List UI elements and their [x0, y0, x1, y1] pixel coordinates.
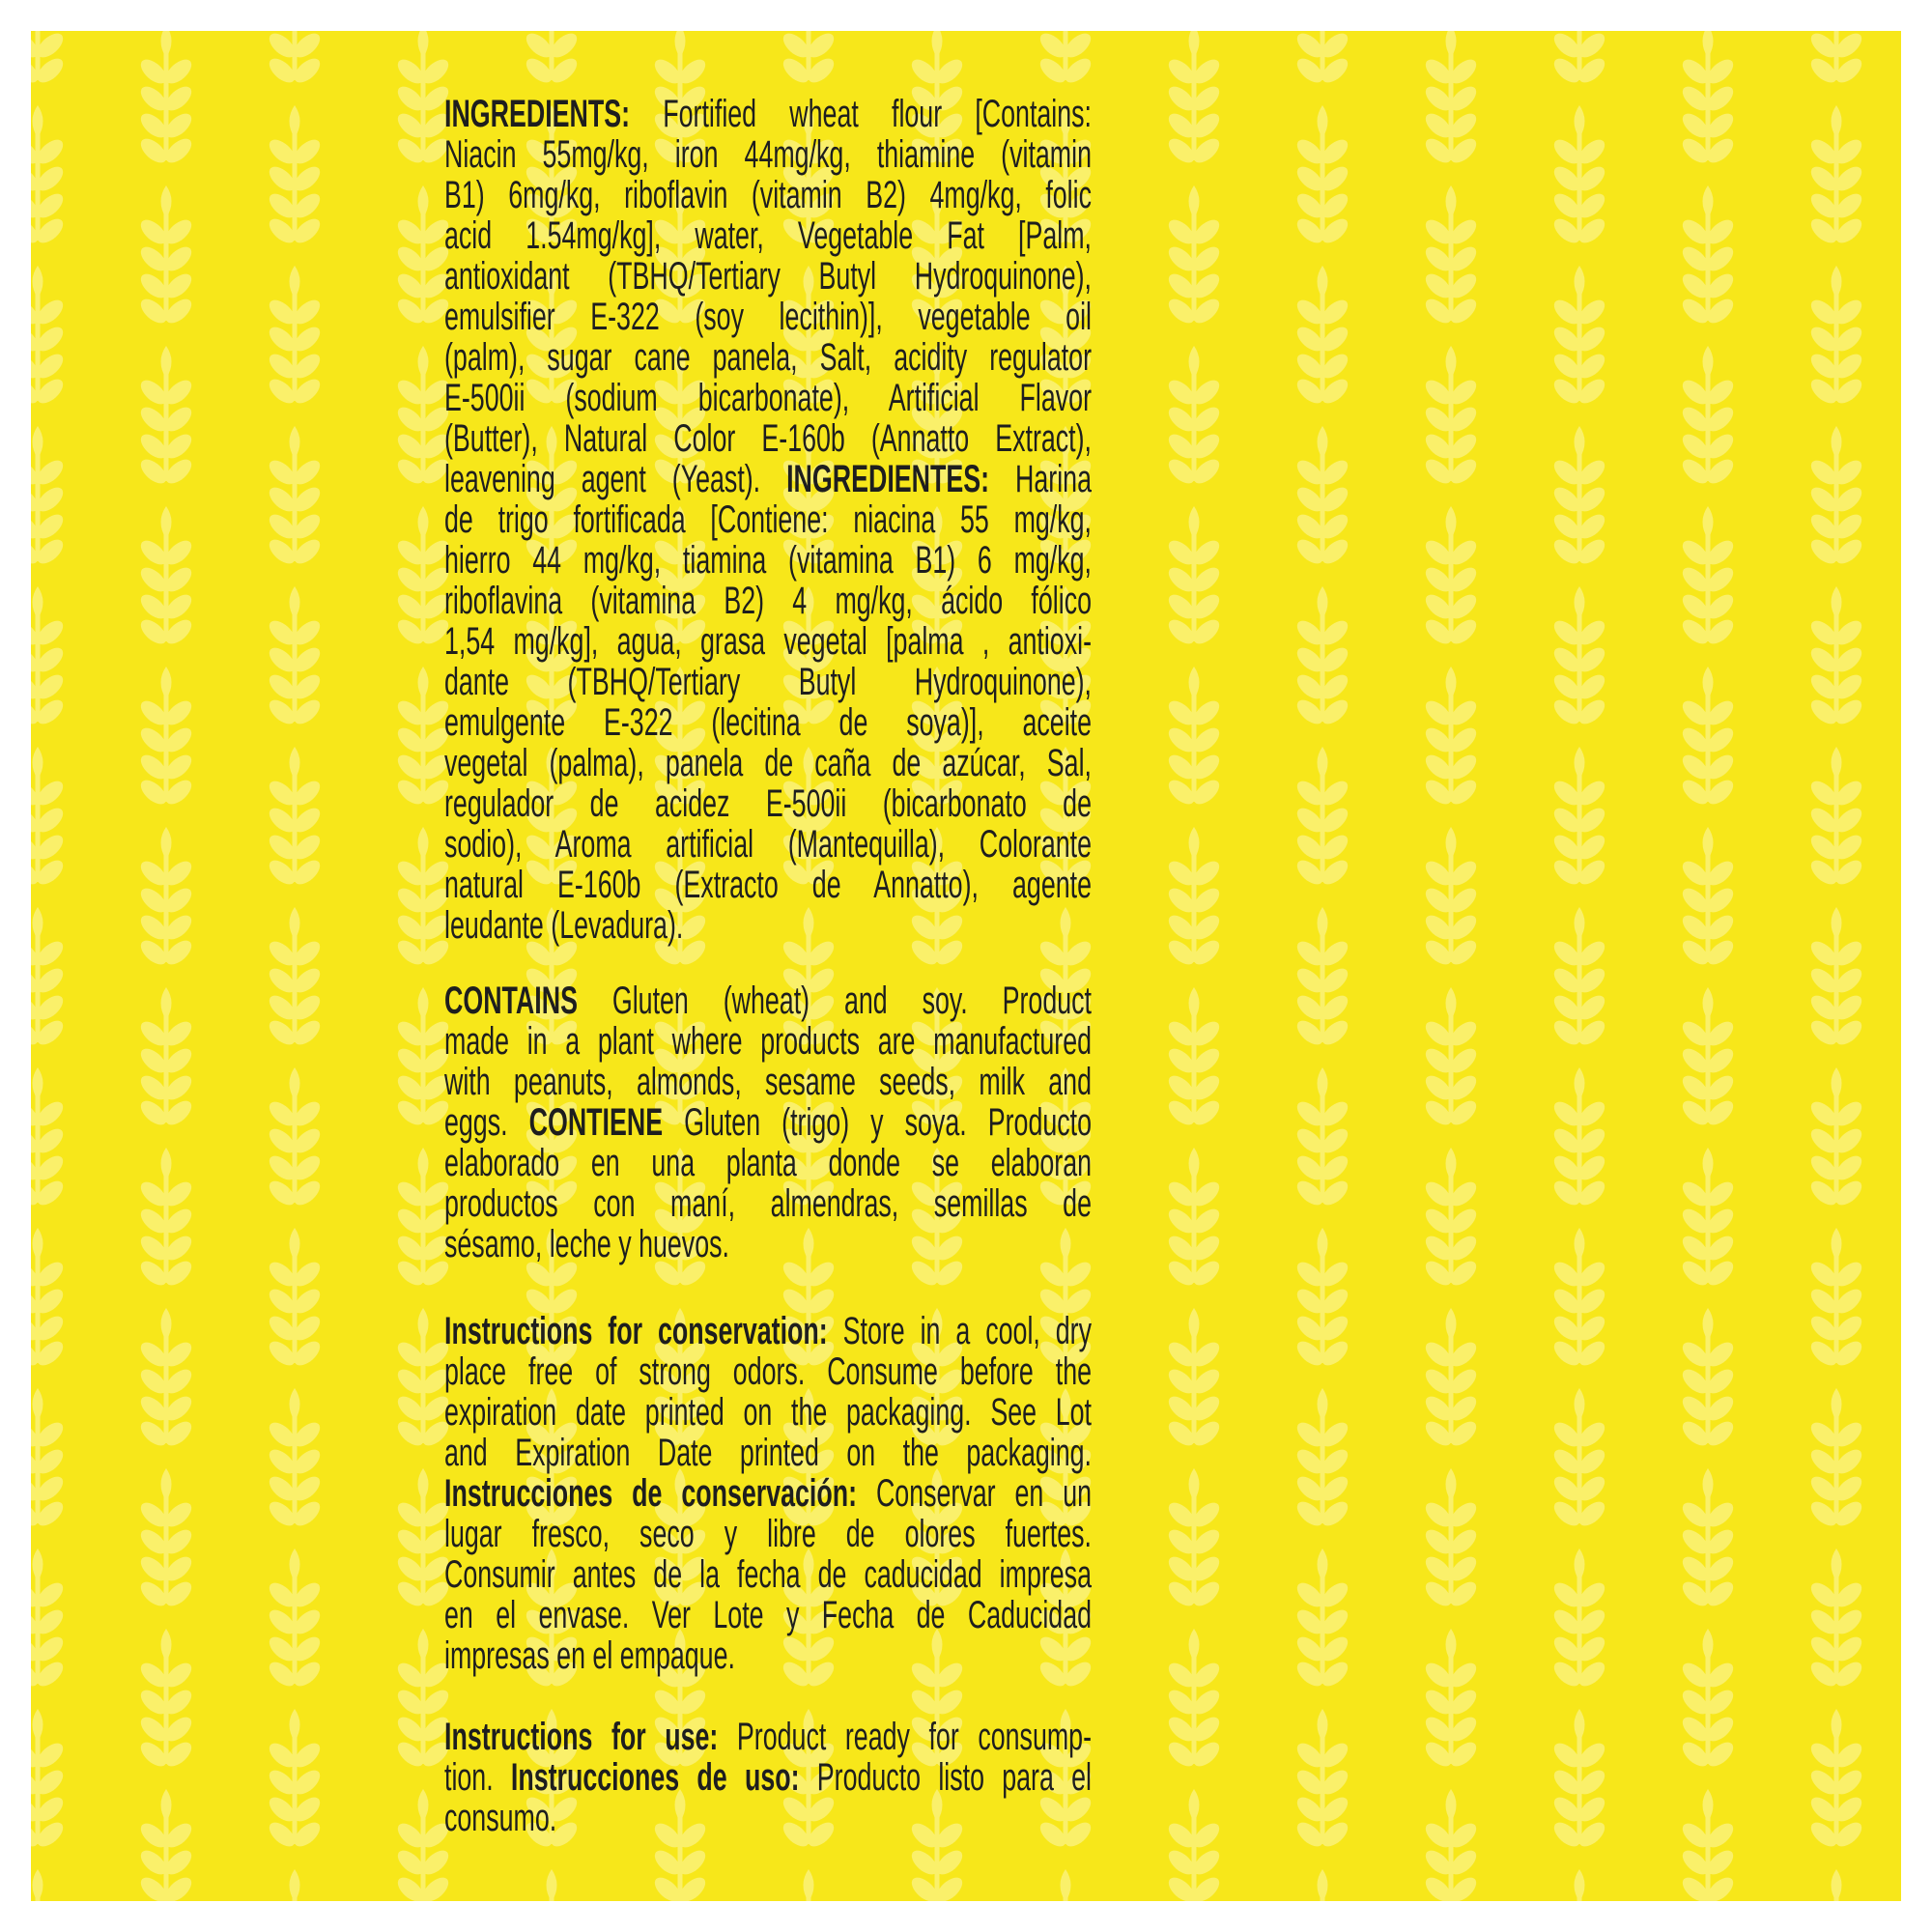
body-text: Niacin 55mg/kg, iron 44mg/kg, thiamine (vitamin — [444, 133, 1092, 176]
bold-label-text: Instructions for conservation: — [444, 1310, 828, 1352]
label-text-column — [444, 94, 1092, 1838]
text-line — [444, 94, 1092, 134]
text-line — [444, 459, 1092, 499]
paragraph-ingredients — [444, 94, 1092, 946]
text-line — [444, 581, 1092, 621]
text-line — [444, 215, 1092, 256]
body-text: and Expiration Date printed on the packaging. — [444, 1432, 1092, 1474]
body-text: Producto listo para el — [799, 1756, 1092, 1799]
body-text: Product ready for consump- — [718, 1716, 1093, 1758]
text-line — [444, 743, 1092, 783]
body-text: B1) 6mg/kg, riboflavin (vitamin B2) 4mg/kg, folic — [444, 174, 1092, 216]
text-line — [444, 1143, 1092, 1183]
body-text: riboflavina (vitamina B2) 4 mg/kg, ácido fólico — [444, 580, 1092, 622]
body-text: Store in a cool, dry — [827, 1310, 1093, 1352]
body-text: acid 1.54mg/kg], water, Vegetable Fat [Palm, — [444, 214, 1092, 257]
body-text: impresas en el empaque. — [444, 1634, 735, 1677]
text-line — [444, 1798, 1092, 1838]
body-text: productos con maní, almendras, semillas de — [444, 1182, 1092, 1225]
text-line — [444, 297, 1092, 337]
body-text: natural E-160b (Extracto de Annatto), agente — [444, 864, 1092, 906]
text-line — [444, 1062, 1092, 1102]
text-line — [444, 621, 1092, 662]
body-text: de trigo fortificada [Contiene: niacina 55 mg/kg, — [444, 498, 1092, 541]
bold-label-text: Instructions for use: — [444, 1716, 719, 1758]
body-text: antioxidant (TBHQ/Tertiary Butyl Hydroquinone), — [444, 255, 1092, 298]
text-line — [444, 1757, 1092, 1798]
body-text: expiration date printed on the packaging. See Lot — [444, 1391, 1092, 1434]
text-line — [444, 1554, 1092, 1595]
text-line — [444, 1102, 1092, 1143]
text-line — [444, 1717, 1092, 1757]
paragraph-allergens — [444, 980, 1092, 1264]
text-line — [444, 378, 1092, 418]
body-text: Gluten (wheat) and soy. Product — [577, 980, 1092, 1022]
text-line — [444, 418, 1092, 459]
text-line — [444, 256, 1092, 297]
text-line — [444, 540, 1092, 581]
text-line — [444, 1392, 1092, 1433]
body-text: leavening agent (Yeast). — [444, 458, 787, 500]
text-line — [444, 337, 1092, 378]
body-text: vegetal (palma), panela de caña de azúcar, Sal, — [444, 742, 1092, 784]
text-line — [444, 1595, 1092, 1635]
text-line — [444, 905, 1092, 946]
body-text: sésamo, leche y huevos. — [444, 1223, 729, 1265]
body-text: E-500ii (sodium bicarbonate), Artificial Flavor — [444, 377, 1092, 419]
body-text: Fortified wheat flour [Contains: — [630, 93, 1092, 135]
body-text: consumo. — [444, 1797, 557, 1839]
text-line — [444, 175, 1092, 215]
text-line — [444, 1635, 1092, 1676]
body-text: Gluten (trigo) y soya. Producto — [663, 1101, 1092, 1144]
text-line — [444, 1514, 1092, 1554]
body-text: sodio), Aroma artificial (Mantequilla), Colorante — [444, 823, 1092, 866]
body-text: dante (TBHQ/Tertiary Butyl Hydroquinone), — [444, 661, 1092, 703]
text-line — [444, 1224, 1092, 1264]
paragraph-conservation — [444, 1311, 1092, 1676]
text-line — [444, 1183, 1092, 1224]
bold-label-text: CONTIENE — [528, 1101, 664, 1144]
body-text: Conservar en un — [857, 1472, 1092, 1515]
text-line — [444, 783, 1092, 824]
body-text: with peanuts, almonds, sesame seeds, milk and — [444, 1061, 1092, 1103]
bold-label-text: CONTAINS — [444, 980, 578, 1022]
body-text: (palm), sugar cane panela, Salt, acidity regulator — [444, 336, 1092, 379]
bold-label-text: Instrucciones de conservación: — [444, 1472, 858, 1515]
body-text: emulsifier E-322 (soy lecithin)], vegetable oil — [444, 296, 1092, 338]
body-text: (Butter), Natural Color E-160b (Annatto Extract), — [444, 417, 1092, 460]
text-line — [444, 499, 1092, 540]
text-line — [444, 824, 1092, 865]
text-line — [444, 1351, 1092, 1392]
text-line — [444, 980, 1092, 1021]
text-line — [444, 1473, 1092, 1514]
body-text: elaborado en una planta donde se elaboran — [444, 1142, 1092, 1184]
body-text: emulgente E-322 (lecitina de soya)], aceite — [444, 701, 1092, 744]
body-text: hierro 44 mg/kg, tiamina (vitamina B1) 6 mg/kg, — [444, 539, 1092, 582]
body-text: leudante (Levadura). — [444, 904, 684, 947]
label-text-inner — [444, 94, 1092, 1838]
bold-label-text: INGREDIENTS: — [444, 93, 631, 135]
body-text: eggs. — [444, 1101, 529, 1144]
text-line — [444, 702, 1092, 743]
body-text: Consumir antes de la fecha de caducidad impresa — [444, 1553, 1092, 1596]
text-line — [444, 1311, 1092, 1351]
body-text: place free of strong odors. Consume before the — [444, 1350, 1092, 1393]
body-text: tion. — [444, 1756, 511, 1799]
text-line — [444, 662, 1092, 702]
body-text: en el envase. Ver Lote y Fecha de Caducidad — [444, 1594, 1092, 1636]
text-line — [444, 1433, 1092, 1473]
body-text: lugar fresco, seco y libre de olores fuertes. — [444, 1513, 1092, 1555]
bold-label-text: Instrucciones de uso: — [510, 1756, 800, 1799]
body-text: Harina — [989, 458, 1092, 500]
bold-label-text: INGREDIENTES: — [786, 458, 990, 500]
text-line — [444, 865, 1092, 905]
text-line — [444, 134, 1092, 175]
body-text: regulador de acidez E-500ii (bicarbonato de — [444, 782, 1092, 825]
paragraph-use — [444, 1717, 1092, 1838]
text-line — [444, 1021, 1092, 1062]
body-text: 1,54 mg/kg], agua, grasa vegetal [palma , antioxi- — [444, 620, 1092, 663]
body-text: made in a plant where products are manufactured — [444, 1020, 1092, 1063]
